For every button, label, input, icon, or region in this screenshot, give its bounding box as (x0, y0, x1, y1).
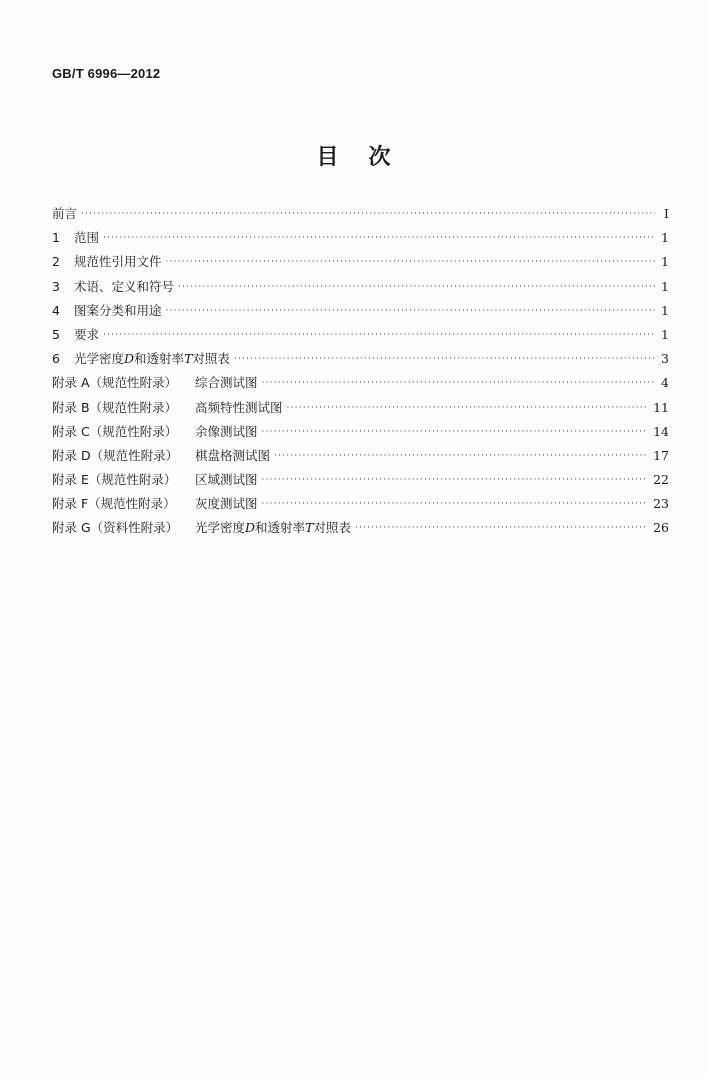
toc-entry-label: 范围 (74, 230, 100, 246)
toc-page-number: 23 (653, 496, 669, 512)
dot-leader (262, 499, 648, 509)
title-char-1: 目 (316, 145, 339, 170)
dot-leader (262, 475, 648, 485)
toc-page-number: 11 (653, 399, 669, 415)
symbol-d: D (124, 351, 135, 367)
toc-entry-label (52, 398, 283, 416)
toc-page-number: Ⅰ (664, 206, 669, 221)
symbol-t: T (305, 520, 314, 536)
label-text: 和透射率 (134, 351, 185, 367)
appendix-heading: 附录 B（规范性附录） (52, 399, 178, 415)
symbol-t: T (184, 351, 193, 367)
toc-chapter-number: 5 (52, 326, 60, 342)
appendix-title: 余像测试图 (195, 423, 258, 439)
appendix-heading: 附录 D（规范性附录） (52, 447, 179, 463)
label-text: 对照表 (192, 351, 230, 367)
toc-entry-label: 要求 (74, 326, 100, 342)
toc-entry-label (74, 349, 230, 367)
standard-number: GB/T 6996—2012 (52, 66, 161, 81)
appendix-title: 高频特性测试图 (195, 399, 283, 415)
label-text: 光学密度 (74, 351, 125, 367)
page-title (0, 140, 707, 171)
toc-entry-chapter-2[interactable] (52, 252, 669, 276)
label-text: 和透射率 (255, 520, 306, 536)
toc-entry-label (52, 470, 258, 488)
dot-leader (274, 451, 647, 461)
appendix-title: 区域测试图 (195, 472, 258, 488)
toc-chapter-number: 4 (52, 302, 60, 318)
toc-chapter-number: 3 (52, 278, 60, 294)
toc-chapter-number: 6 (52, 351, 60, 367)
dot-leader (355, 523, 647, 533)
table-of-contents (52, 204, 669, 543)
dot-leader (178, 282, 655, 292)
toc-entry-chapter-5[interactable] (52, 325, 669, 349)
toc-page-number: 4 (661, 375, 669, 391)
toc-page-number: 1 (661, 302, 669, 318)
toc-entry-appendix-b[interactable] (52, 398, 669, 422)
appendix-heading: 附录 G（资料性附录） (52, 520, 179, 536)
toc-page-number: 1 (661, 254, 669, 270)
appendix-title: 棋盘格测试图 (195, 447, 271, 463)
toc-entry-label (52, 446, 270, 464)
label-text: 对照表 (313, 520, 351, 536)
toc-page-number: 1 (661, 230, 669, 246)
toc-entry-appendix-c[interactable] (52, 422, 669, 446)
dot-leader (262, 427, 648, 437)
title-char-2: 次 (368, 145, 391, 170)
toc-entry-label (52, 422, 258, 440)
toc-page-number: 17 (653, 447, 669, 463)
toc-entry-appendix-a[interactable] (52, 373, 669, 397)
toc-page-number: 22 (653, 472, 669, 488)
toc-entry-label: 前言 (52, 206, 78, 221)
dot-leader (234, 354, 655, 364)
toc-entry-foreword[interactable] (52, 204, 669, 228)
dot-leader (262, 378, 655, 388)
appendix-heading: 附录 F（规范性附录） (52, 496, 176, 512)
toc-entry-chapter-1[interactable] (52, 228, 669, 252)
toc-page-number: 26 (653, 520, 669, 536)
toc-page-number: 1 (661, 278, 669, 294)
dot-leader (81, 209, 655, 219)
toc-entry-label (52, 518, 351, 536)
appendix-title: 灰度测试图 (195, 496, 258, 512)
toc-entry-appendix-g[interactable] (52, 518, 669, 542)
symbol-d: D (245, 520, 256, 536)
dot-leader (103, 233, 655, 243)
toc-chapter-number: 2 (52, 254, 60, 270)
toc-entry-label: 规范性引用文件 (74, 254, 162, 270)
toc-entry-label (52, 373, 258, 391)
dot-leader (166, 306, 655, 316)
appendix-heading: 附录 C（规范性附录） (52, 423, 178, 439)
dot-leader (287, 403, 648, 413)
dot-leader (103, 330, 655, 340)
label-text: 光学密度 (195, 520, 246, 536)
toc-entry-appendix-e[interactable] (52, 470, 669, 494)
toc-entry-chapter-4[interactable] (52, 301, 669, 325)
toc-page-number: 3 (661, 351, 669, 367)
toc-entry-appendix-f[interactable] (52, 494, 669, 518)
toc-page-number: 1 (661, 326, 669, 342)
appendix-heading: 附录 E（规范性附录） (52, 472, 177, 488)
toc-chapter-number: 1 (52, 230, 60, 246)
dot-leader (166, 257, 655, 267)
appendix-title: 综合测试图 (195, 375, 258, 391)
toc-entry-label (52, 494, 258, 512)
toc-entry-chapter-3[interactable] (52, 277, 669, 301)
toc-entry-appendix-d[interactable] (52, 446, 669, 470)
appendix-title (195, 520, 351, 535)
toc-entry-label: 术语、定义和符号 (74, 278, 175, 294)
toc-entry-label: 图案分类和用途 (74, 302, 162, 318)
toc-page-number: 14 (653, 423, 669, 439)
toc-entry-chapter-6[interactable] (52, 349, 669, 373)
appendix-heading: 附录 A（规范性附录） (52, 375, 178, 391)
